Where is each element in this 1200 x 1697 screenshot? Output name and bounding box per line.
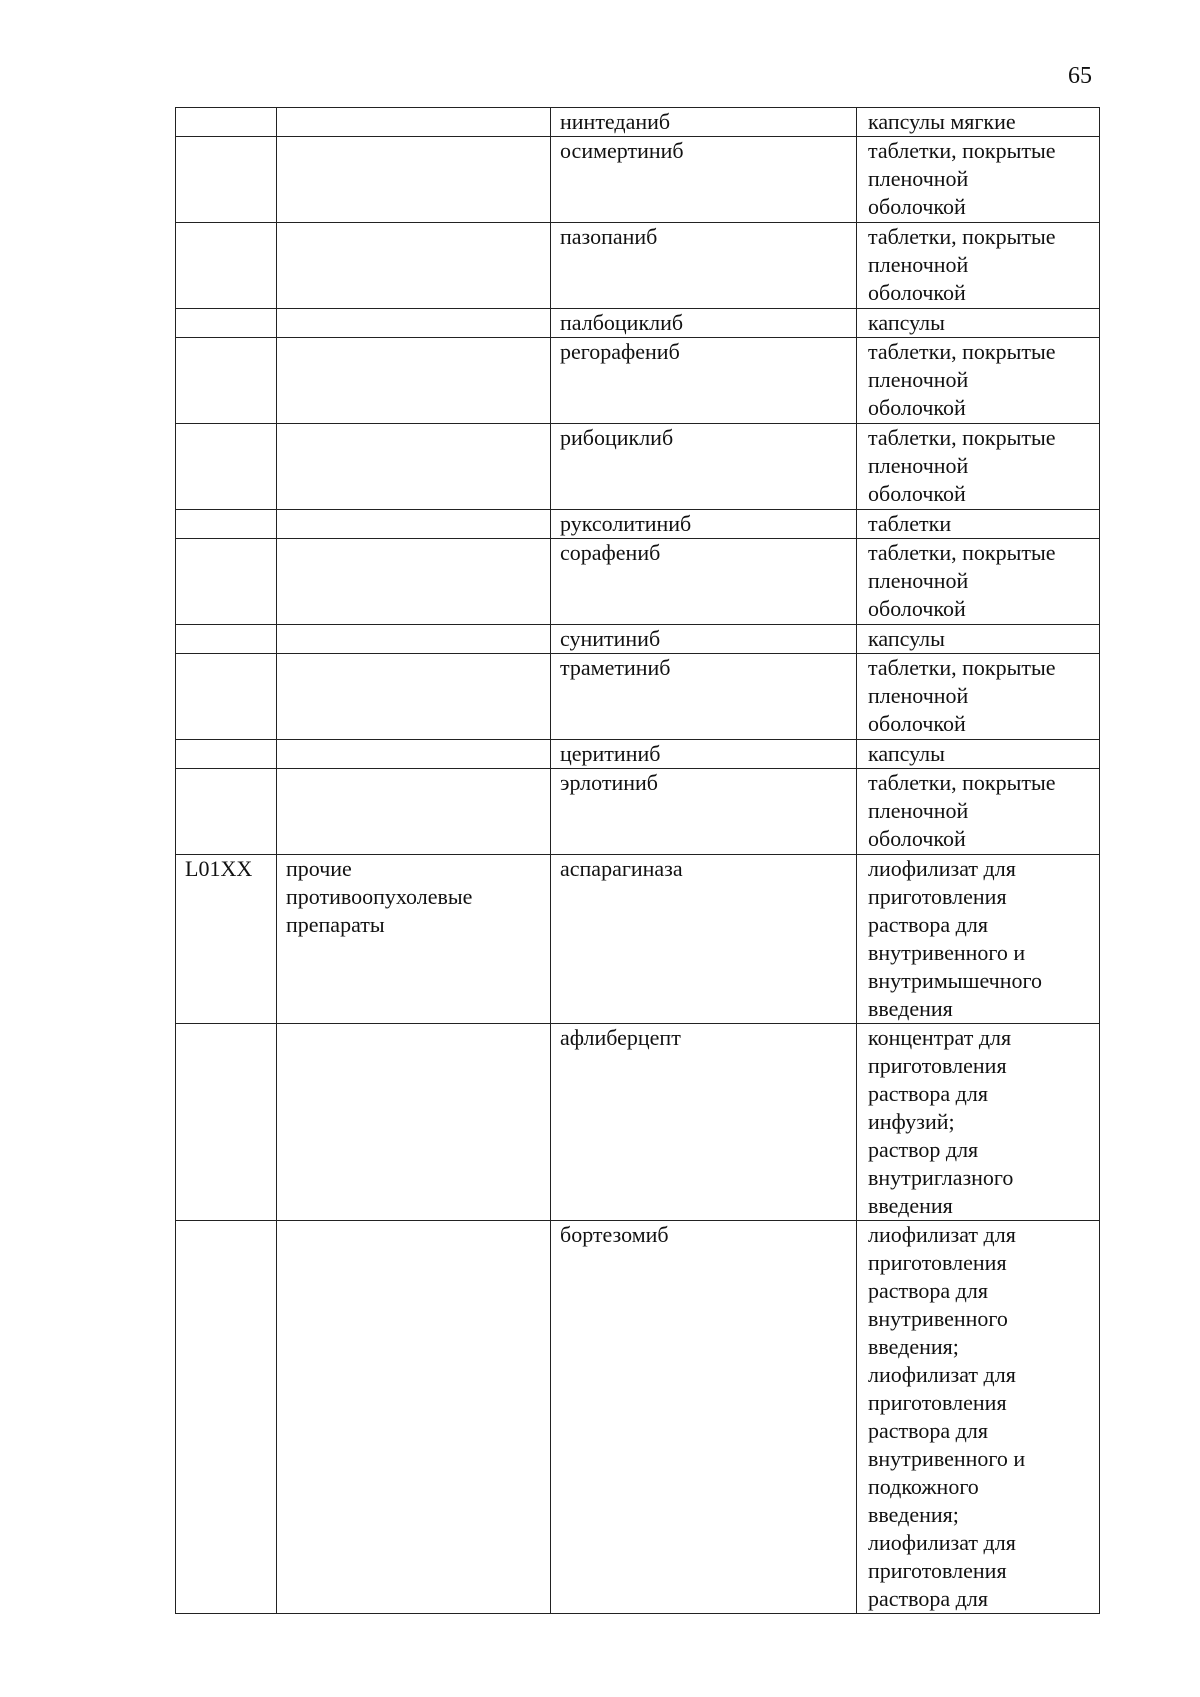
dosage-form-line: подкожного (868, 1474, 979, 1499)
drug-name-cell: аспарагиназа (551, 855, 857, 1024)
dosage-form-cell (857, 769, 1100, 855)
dosage-form-line: пленочной (868, 367, 969, 392)
dosage-form-line: приготовления (868, 884, 1007, 909)
dosage-form-line: раствора для (868, 1278, 988, 1303)
dosage-form-line: капсулы (868, 626, 945, 651)
atc-group-cell (277, 424, 551, 510)
dosage-form-line: введения (868, 996, 953, 1021)
drug-name-cell: эрлотиниб (551, 769, 857, 855)
atc-code-cell (176, 309, 277, 338)
drug-name-cell: бортезомиб (551, 1221, 857, 1614)
dosage-form-line: раствора для (868, 1586, 988, 1611)
dosage-form-cell (857, 108, 1100, 137)
atc-code-cell (176, 539, 277, 625)
table-row (176, 625, 1100, 654)
dosage-form-line: раствора для (868, 912, 988, 937)
drug-name-cell: регорафениб (551, 338, 857, 424)
table-row (176, 1024, 1100, 1221)
atc-group-line: прочие (286, 856, 352, 881)
dosage-form-cell (857, 625, 1100, 654)
atc-code-cell (176, 137, 277, 223)
dosage-form-line: внутривенного и (868, 940, 1026, 965)
dosage-form-line: приготовления (868, 1558, 1007, 1583)
dosage-form-cell (857, 1024, 1100, 1221)
dosage-form-line: приготовления (868, 1053, 1007, 1078)
dosage-form-line: оболочкой (868, 395, 966, 420)
atc-code-cell (176, 424, 277, 510)
dosage-form-line: инфузий; (868, 1109, 955, 1134)
atc-code-cell (176, 223, 277, 309)
dosage-form-line: таблетки, покрытые (868, 770, 1056, 795)
table-row (176, 309, 1100, 338)
dosage-form-line: таблетки, покрытые (868, 224, 1056, 249)
medication-table (175, 107, 1100, 1614)
dosage-form-line: таблетки, покрытые (868, 138, 1056, 163)
page-number: 65 (1068, 63, 1092, 89)
dosage-form-line: лиофилизат для (868, 1222, 1016, 1247)
atc-group-cell (277, 740, 551, 769)
dosage-form-line: введения; (868, 1334, 959, 1359)
drug-name-cell: руксолитиниб (551, 510, 857, 539)
dosage-form-cell (857, 855, 1100, 1024)
drug-name-cell: церитиниб (551, 740, 857, 769)
atc-group-cell (277, 223, 551, 309)
dosage-form-line: лиофилизат для (868, 1530, 1016, 1555)
atc-group-cell (277, 510, 551, 539)
dosage-form-cell (857, 309, 1100, 338)
table-row (176, 740, 1100, 769)
dosage-form-line: пленочной (868, 798, 969, 823)
dosage-form-line: внутримышечного (868, 968, 1042, 993)
atc-code-cell (176, 338, 277, 424)
table-row (176, 510, 1100, 539)
table-row (176, 769, 1100, 855)
dosage-form-line: оболочкой (868, 481, 966, 506)
atc-code-cell (176, 625, 277, 654)
dosage-form-line: таблетки, покрытые (868, 425, 1056, 450)
atc-group-cell (277, 108, 551, 137)
atc-group-cell (277, 654, 551, 740)
dosage-form-line: пленочной (868, 166, 969, 191)
dosage-form-line: раствора для (868, 1418, 988, 1443)
dosage-form-cell (857, 223, 1100, 309)
atc-group-cell (277, 137, 551, 223)
dosage-form-line: концентрат для (868, 1025, 1012, 1050)
dosage-form-line: приготовления (868, 1390, 1007, 1415)
atc-group-cell (277, 1221, 551, 1614)
dosage-form-line: пленочной (868, 453, 969, 478)
dosage-form-line: раствор для (868, 1137, 979, 1162)
dosage-form-line: внутривенного (868, 1306, 1008, 1331)
table-row (176, 539, 1100, 625)
atc-code-cell (176, 108, 277, 137)
dosage-form-line: введения (868, 1193, 953, 1218)
dosage-form-line: оболочкой (868, 280, 966, 305)
dosage-form-line: пленочной (868, 252, 969, 277)
atc-group-cell (277, 309, 551, 338)
drug-name-cell: пазопаниб (551, 223, 857, 309)
dosage-form-line: оболочкой (868, 711, 966, 736)
table-row (176, 108, 1100, 137)
atc-code-cell (176, 769, 277, 855)
dosage-form-line: таблетки, покрытые (868, 655, 1056, 680)
atc-group-line: противоопухолевые (286, 884, 473, 909)
table-row (176, 424, 1100, 510)
drug-name-cell: рибоциклиб (551, 424, 857, 510)
dosage-form-line: капсулы (868, 741, 945, 766)
table-row (176, 654, 1100, 740)
dosage-form-line: введения; (868, 1502, 959, 1527)
atc-group-line: препараты (286, 912, 385, 937)
dosage-form-line: пленочной (868, 683, 969, 708)
atc-code-cell (176, 740, 277, 769)
dosage-form-line: внутривенного и (868, 1446, 1026, 1471)
dosage-form-cell (857, 654, 1100, 740)
drug-name-cell: палбоциклиб (551, 309, 857, 338)
atc-group-cell (277, 1024, 551, 1221)
table-row (176, 855, 1100, 1024)
drug-name-cell: сорафениб (551, 539, 857, 625)
atc-group-cell (277, 769, 551, 855)
dosage-form-line: внутриглазного (868, 1165, 1014, 1190)
drug-name-cell: осимертиниб (551, 137, 857, 223)
atc-group-cell (277, 855, 551, 1024)
dosage-form-line: оболочкой (868, 596, 966, 621)
dosage-form-line: таблетки, покрытые (868, 339, 1056, 364)
atc-code-cell (176, 654, 277, 740)
dosage-form-cell (857, 338, 1100, 424)
drug-name-cell: афлиберцепт (551, 1024, 857, 1221)
dosage-form-cell (857, 1221, 1100, 1614)
atc-group-cell (277, 539, 551, 625)
atc-code-cell (176, 1024, 277, 1221)
table-row (176, 137, 1100, 223)
dosage-form-cell (857, 740, 1100, 769)
dosage-form-line: лиофилизат для (868, 1362, 1016, 1387)
atc-code-cell (176, 1221, 277, 1614)
dosage-form-cell (857, 137, 1100, 223)
drug-name-cell: нинтеданиб (551, 108, 857, 137)
table-row (176, 223, 1100, 309)
dosage-form-line: раствора для (868, 1081, 988, 1106)
dosage-form-line: таблетки (868, 511, 952, 536)
drug-name-cell: сунитиниб (551, 625, 857, 654)
dosage-form-line: лиофилизат для (868, 856, 1016, 881)
dosage-form-line: капсулы (868, 310, 945, 335)
dosage-form-cell (857, 510, 1100, 539)
atc-group-cell (277, 338, 551, 424)
dosage-form-line: оболочкой (868, 194, 966, 219)
medication-table-body (176, 108, 1100, 1614)
dosage-form-line: капсулы мягкие (868, 109, 1016, 134)
dosage-form-line: таблетки, покрытые (868, 540, 1056, 565)
dosage-form-cell (857, 424, 1100, 510)
atc-group-cell (277, 625, 551, 654)
dosage-form-line: приготовления (868, 1250, 1007, 1275)
atc-code-cell (176, 510, 277, 539)
table-row (176, 338, 1100, 424)
dosage-form-cell (857, 539, 1100, 625)
atc-code-cell: L01XX (176, 855, 277, 1024)
drug-name-cell: траметиниб (551, 654, 857, 740)
dosage-form-line: оболочкой (868, 826, 966, 851)
dosage-form-line: пленочной (868, 568, 969, 593)
table-row (176, 1221, 1100, 1614)
